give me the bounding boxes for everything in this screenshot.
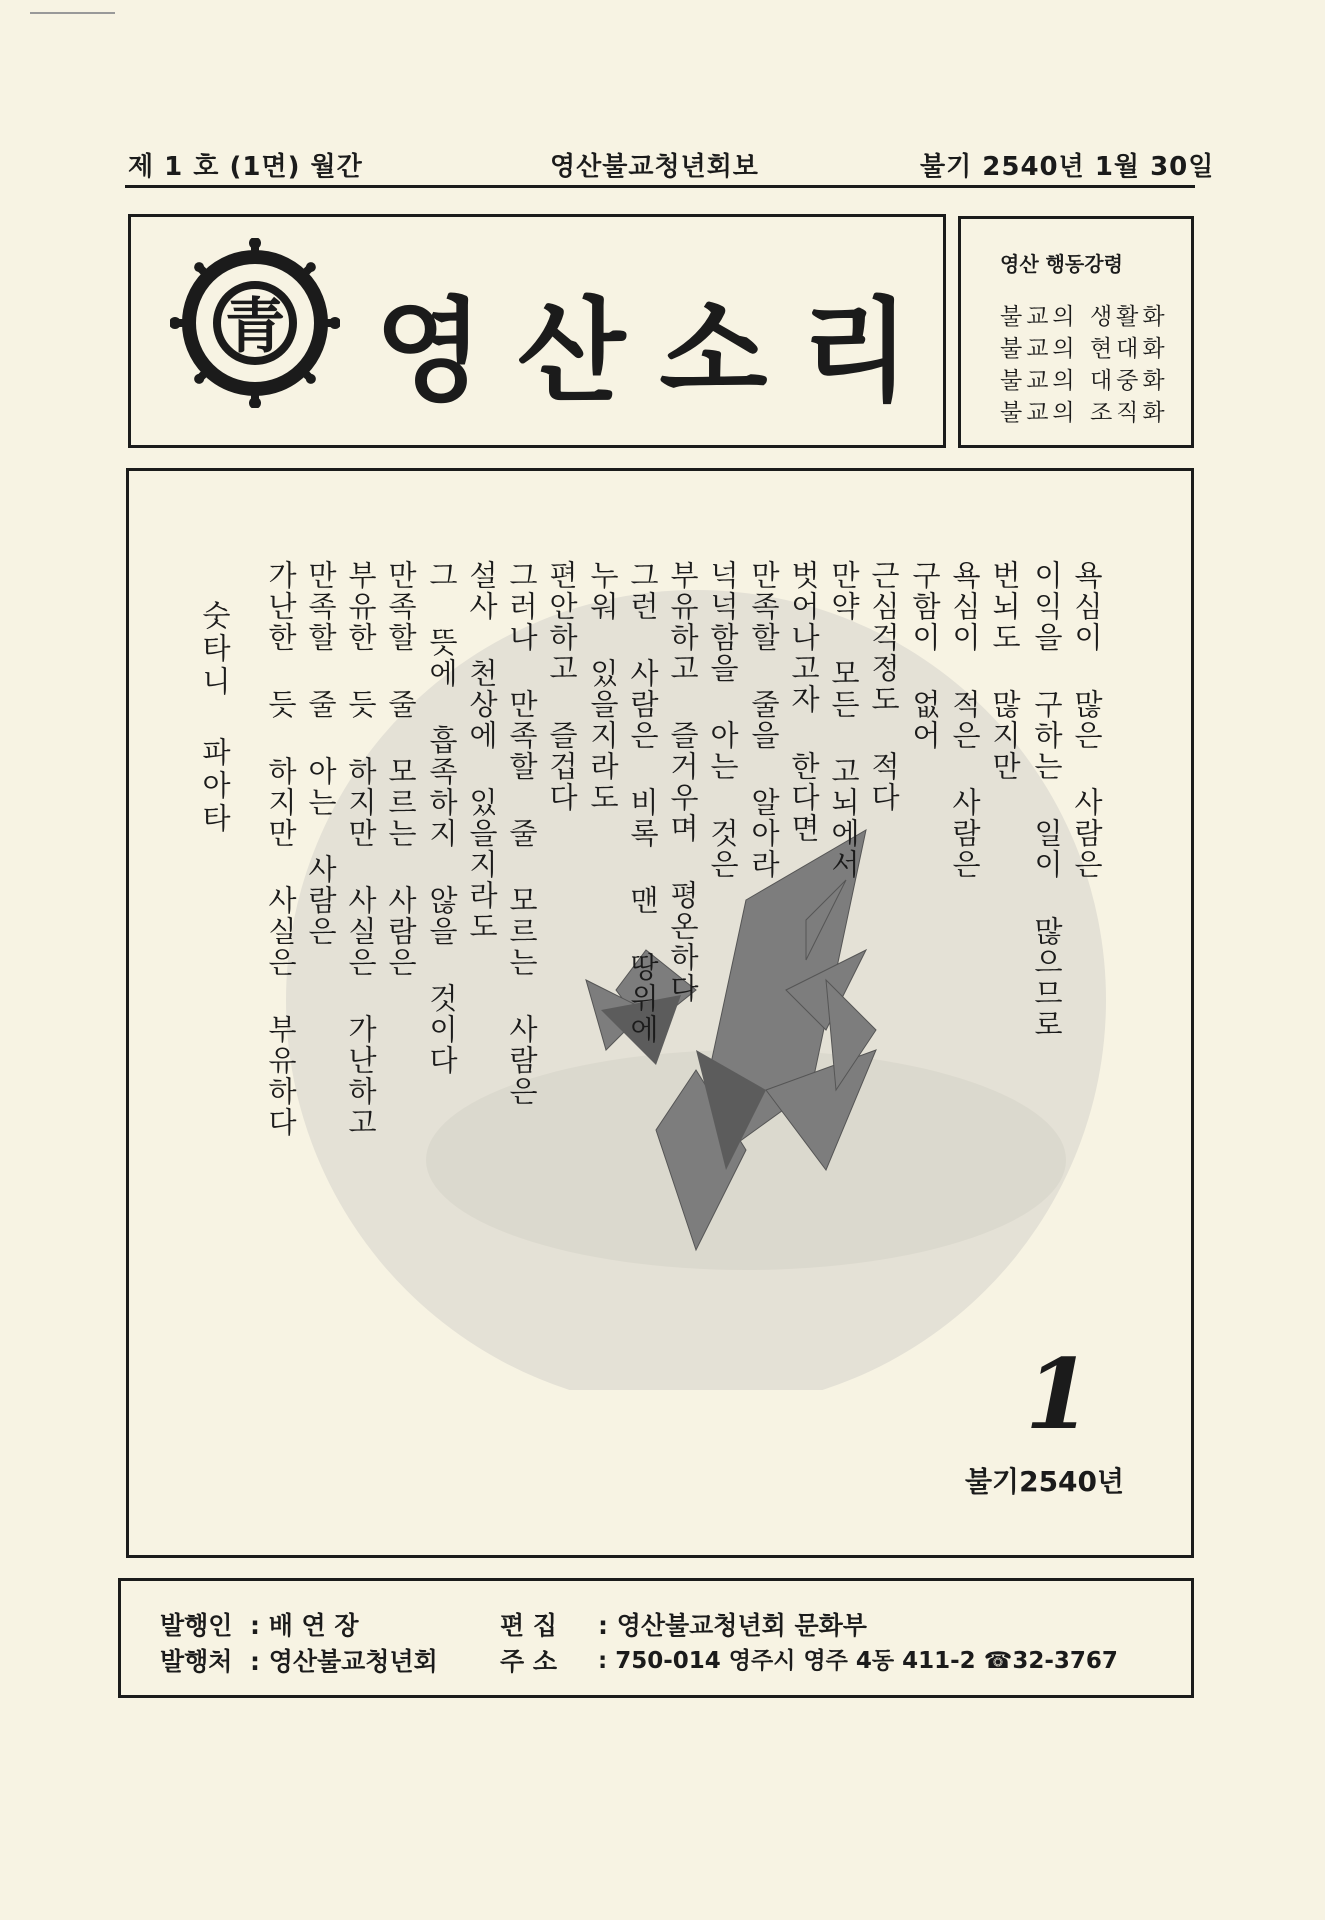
poem-line: 욕심이 많은 사람은 — [1070, 560, 1104, 880]
poem-line: 부유한 듯 하지만 사실은 가난하고 — [344, 560, 378, 1138]
cover-year: 불기2540년 — [965, 1465, 1125, 1498]
pledge-item: 불교의 대중화 — [1000, 368, 1169, 394]
issuer-value: : 영산불교청년회 — [250, 1647, 438, 1676]
issue-number: 제 1 호 (1면) 월간 — [128, 152, 363, 182]
poem-line: 근심걱정도 적다 — [867, 560, 901, 813]
editor-value: : 영산불교청년회 문화부 — [598, 1611, 867, 1640]
pledge-item: 불교의 조직화 — [1000, 400, 1169, 426]
poem-line: 이익을 구하는 일이 많으므로 — [1030, 560, 1064, 1040]
poem-source: 숫타니 파아타 — [198, 600, 232, 836]
publisher-name: 영산불교청년회보 — [550, 152, 759, 182]
publisher-label: 발행인 — [160, 1611, 233, 1640]
poem-line: 욕심이 적은 사람은 — [948, 560, 982, 880]
logo-character: 青 — [225, 292, 285, 362]
header-rule — [125, 185, 1195, 188]
publisher-value: : 배 연 장 — [250, 1611, 359, 1640]
poem-line: 벗어나고자 한다면 — [787, 560, 821, 844]
poem-line: 편안하고 즐겁다 — [545, 560, 579, 813]
issue-date: 불기 2540년 1월 30일 — [920, 152, 1215, 182]
pledge-title: 영산 행동강령 — [1000, 252, 1123, 276]
address-label: 주 소 — [500, 1647, 558, 1676]
poem-line: 그러나 만족할 줄 모르는 사람은 — [505, 560, 539, 1107]
issue-big-number: 1 — [1025, 1338, 1092, 1451]
pledge-item: 불교의 현대화 — [1000, 336, 1169, 362]
poem-line: 넉넉함을 아는 것은 — [706, 560, 740, 880]
poem-line: 누워 있을지라도 — [586, 560, 620, 813]
poem-line: 그런 사람은 비록 맨 땅위에 — [626, 560, 660, 1045]
issuer-label: 발행처 — [160, 1647, 233, 1676]
poem-line: 만족할 줄을 알아라 — [747, 560, 781, 880]
poem-line: 설사 천상에 있을지라도 — [465, 560, 499, 942]
editor-label: 편 집 — [500, 1611, 558, 1640]
poem-line: 구함이 없어 — [908, 560, 942, 751]
poem-line: 부유하고 즐거우며 평온하다 — [666, 560, 700, 1004]
poem-line: 번뇌도 많지만 — [988, 560, 1022, 782]
poem-line: 만족할 줄 아는 사람은 — [304, 560, 338, 947]
newspaper-title: 영산소리 — [375, 287, 944, 417]
poem-line: 그 뜻에 흡족하지 않을 것이다 — [425, 560, 459, 1076]
pledge-item: 불교의 생활화 — [1000, 304, 1169, 330]
poem-line: 만약 모든 고뇌에서 — [827, 560, 861, 880]
address-value: : 750-014 영주시 영주 4동 411-2 ☎32-3767 — [598, 1648, 1118, 1674]
top-scratch-line — [30, 12, 115, 14]
poem-line: 가난한 듯 하지만 사실은 부유하다 — [264, 560, 298, 1138]
poem-line: 만족할 줄 모르는 사람은 — [384, 560, 418, 978]
